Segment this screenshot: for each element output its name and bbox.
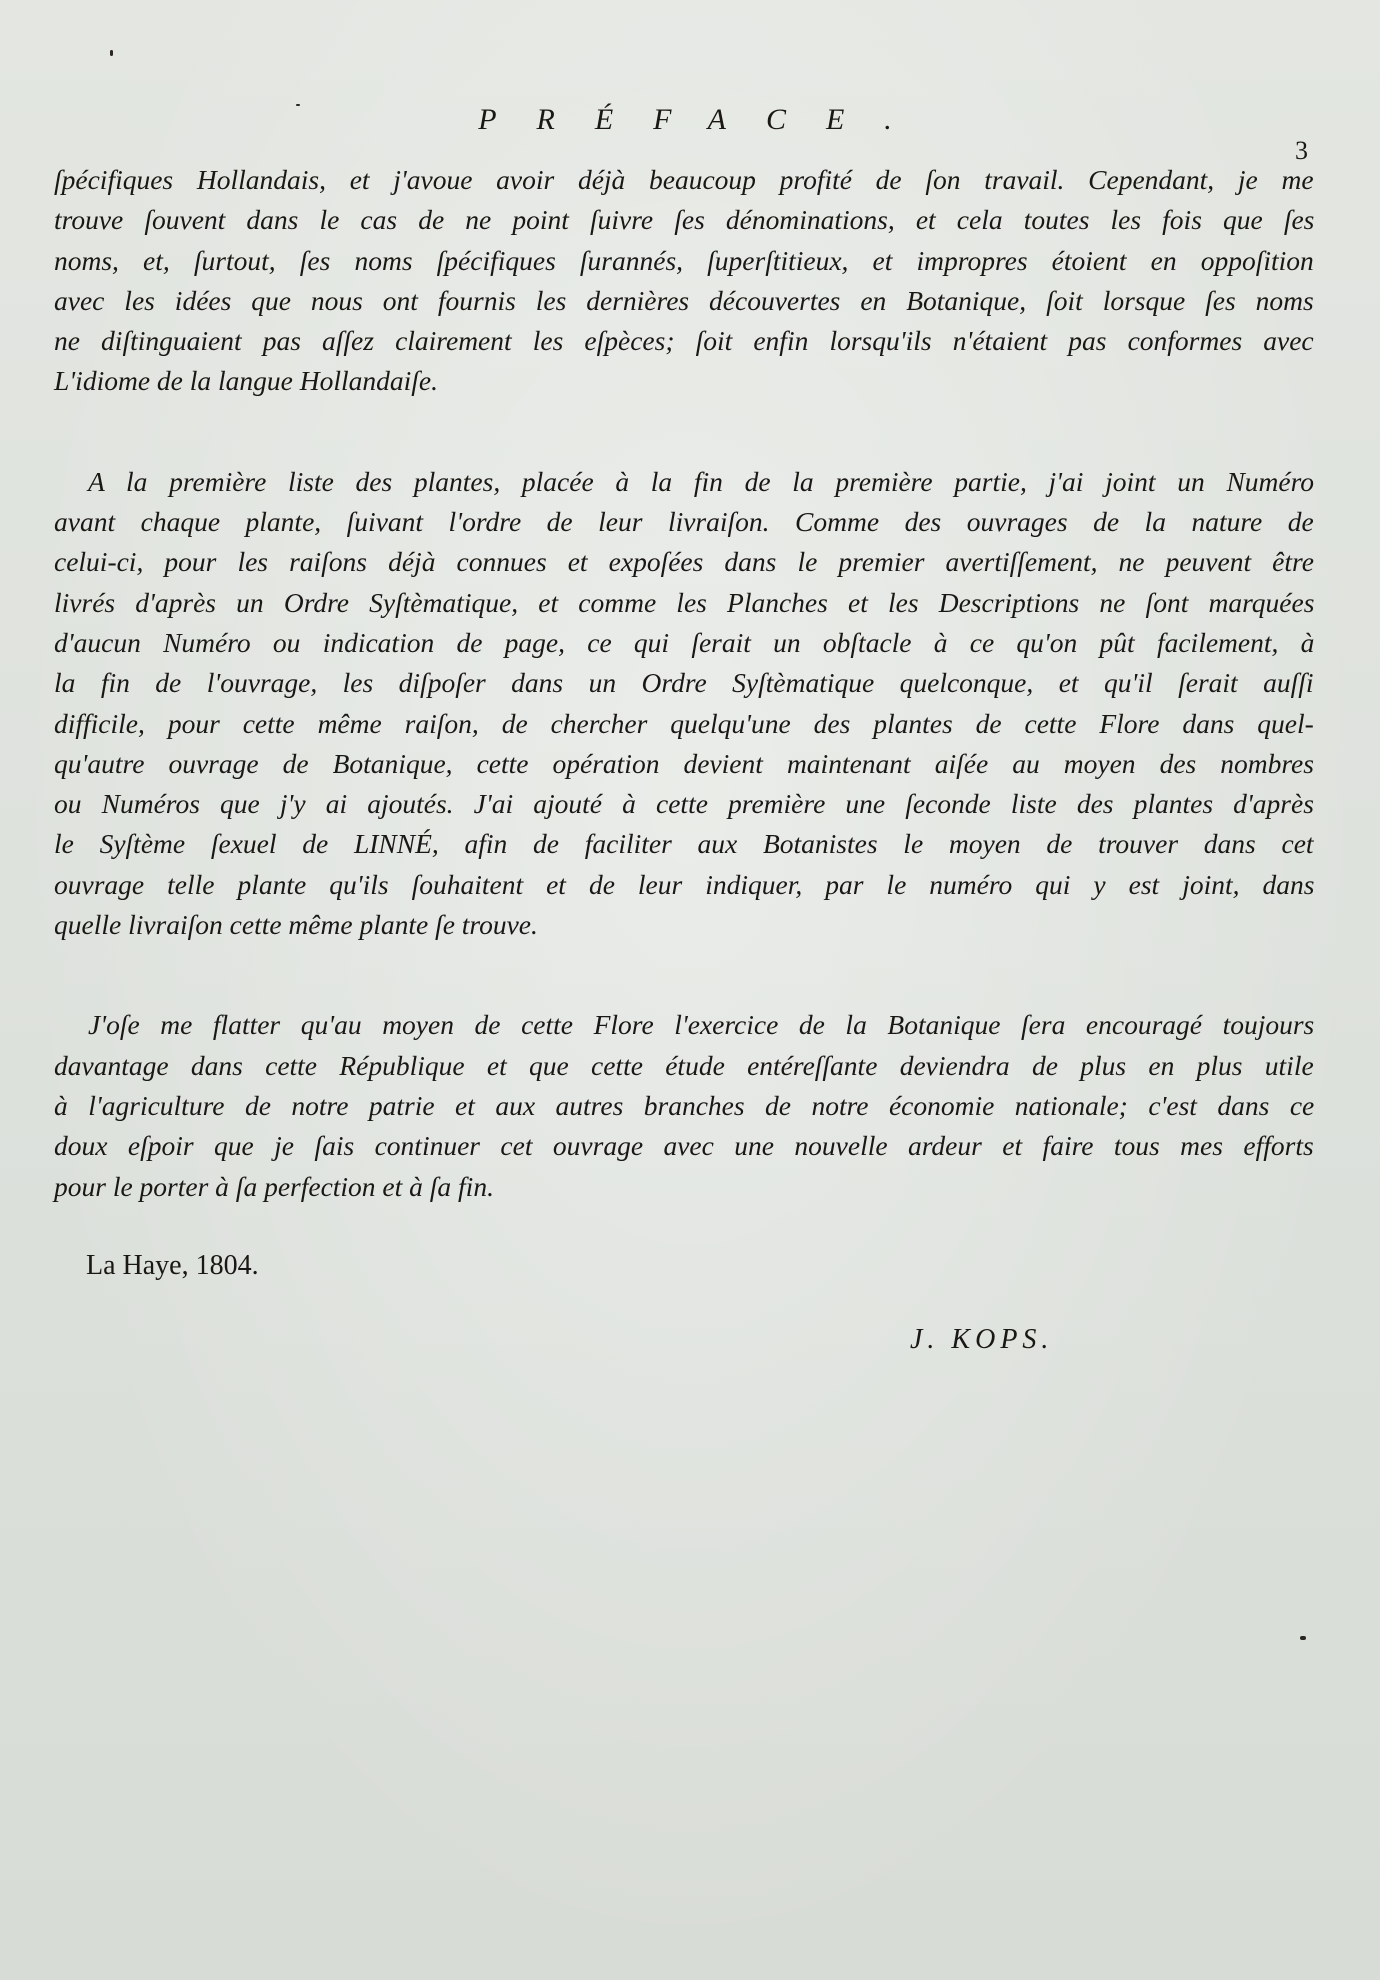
text-line: ou Numéros que j'y ai ajoutés. J'ai ajouté à cette première une ſeconde liste des plantes d'après: [54, 788, 1314, 820]
signature: J. KOPS.: [910, 1324, 1054, 1355]
page-header: [0, 100, 1380, 165]
text-line: ſpécifiques Hollandais, et j'avoue avoir déjà beaucoup profité de ſon travail. Cependant, je me: [54, 164, 1314, 195]
text-line: d'aucun Numéro ou indication de page, ce qui ſerait un obſtacle à ce qu'on pût facilement, à: [54, 626, 1315, 658]
text-line: difficile, pour cette même raiſon, de chercher quelqu'une des plantes de cette Flore dans quel-: [54, 707, 1314, 739]
body-text: [54, 160, 1314, 1207]
paragraph-2: [54, 462, 1314, 946]
text-line: ne diſtinguaient pas aſſez clairement les eſpèces; ſoit enfin lorsqu'ils n'étaient pas conformes avec: [54, 325, 1314, 357]
text-line: avec les idées que nous ont fournis les dernières découvertes en Botanique, ſoit lorsque ſes noms: [54, 284, 1314, 316]
paragraph-1: [54, 160, 1314, 402]
text-line: quelle livraiſon cette même plante ſe trouve.: [54, 909, 538, 941]
text-line: avant chaque plante, ſuivant l'ordre de leur livraiſon. Comme des ouvrages de la nature de: [54, 506, 1314, 538]
text-line: davantage dans cette République et que cette étude entéreſſante deviendra de plus en plus utile: [54, 1049, 1314, 1081]
dateline: La Haye, 1804.: [86, 1250, 259, 1281]
text-line: J'oſe me flatter qu'au moyen de cette Flore l'exercice de la Botanique ſera encouragé toujours: [88, 1009, 1315, 1041]
ink-speck: [296, 104, 300, 106]
text-line: pour le porter à ſa perfection et à ſa fin.: [54, 1170, 494, 1202]
text-line: ouvrage telle plante qu'ils ſouhaitent et de leur indiquer, par le numéro qui y est joint, dans: [54, 868, 1315, 900]
page-number: 3: [1295, 136, 1308, 165]
running-title: PRÉFACE.: [478, 103, 932, 136]
text-line: A la première liste des plantes, placée à la fin de la première partie, j'ai joint un Numéro: [88, 465, 1315, 497]
text-line: la fin de l'ouvrage, les diſpoſer dans un Ordre Syſtèmatique quelconque, et qu'il ſerait auſſi: [54, 667, 1314, 699]
text-line: livrés d'après un Ordre Syſtèmatique, et comme les Planches et les Descriptions ne ſont marquées: [54, 586, 1315, 618]
text-line: L'idiome de la langue Hollandaiſe.: [54, 365, 438, 397]
text-line: doux eſpoir que je ſais continuer cet ouvrage avec une nouvelle ardeur et faire tous mes efforts: [54, 1130, 1314, 1162]
text-line: le Syſtème ſexuel de LINNÉ, afin de faciliter aux Botanistes le moyen de trouver dans cet: [54, 828, 1314, 860]
ink-speck: [1300, 1636, 1306, 1640]
paragraph-3: [54, 1005, 1314, 1206]
ink-speck: [110, 50, 113, 56]
text-line: à l'agriculture de notre patrie et aux autres branches de notre économie nationale; c'est dans ce: [54, 1089, 1315, 1121]
text-line: celui-ci, pour les raiſons déjà connues et expoſées dans le premier avertiſſement, ne peuvent être: [54, 546, 1314, 578]
text-line: qu'autre ouvrage de Botanique, cette opération devient maintenant aiſée au moyen des nombres: [54, 747, 1314, 779]
text-line: trouve ſouvent dans le cas de ne point ſuivre ſes dénominations, et cela toutes les fois que ſes: [54, 204, 1315, 236]
text-line: noms, et, ſurtout, ſes noms ſpécifiques ſurannés, ſuperſtitieux, et impropres étoient en oppoſition: [54, 244, 1314, 276]
